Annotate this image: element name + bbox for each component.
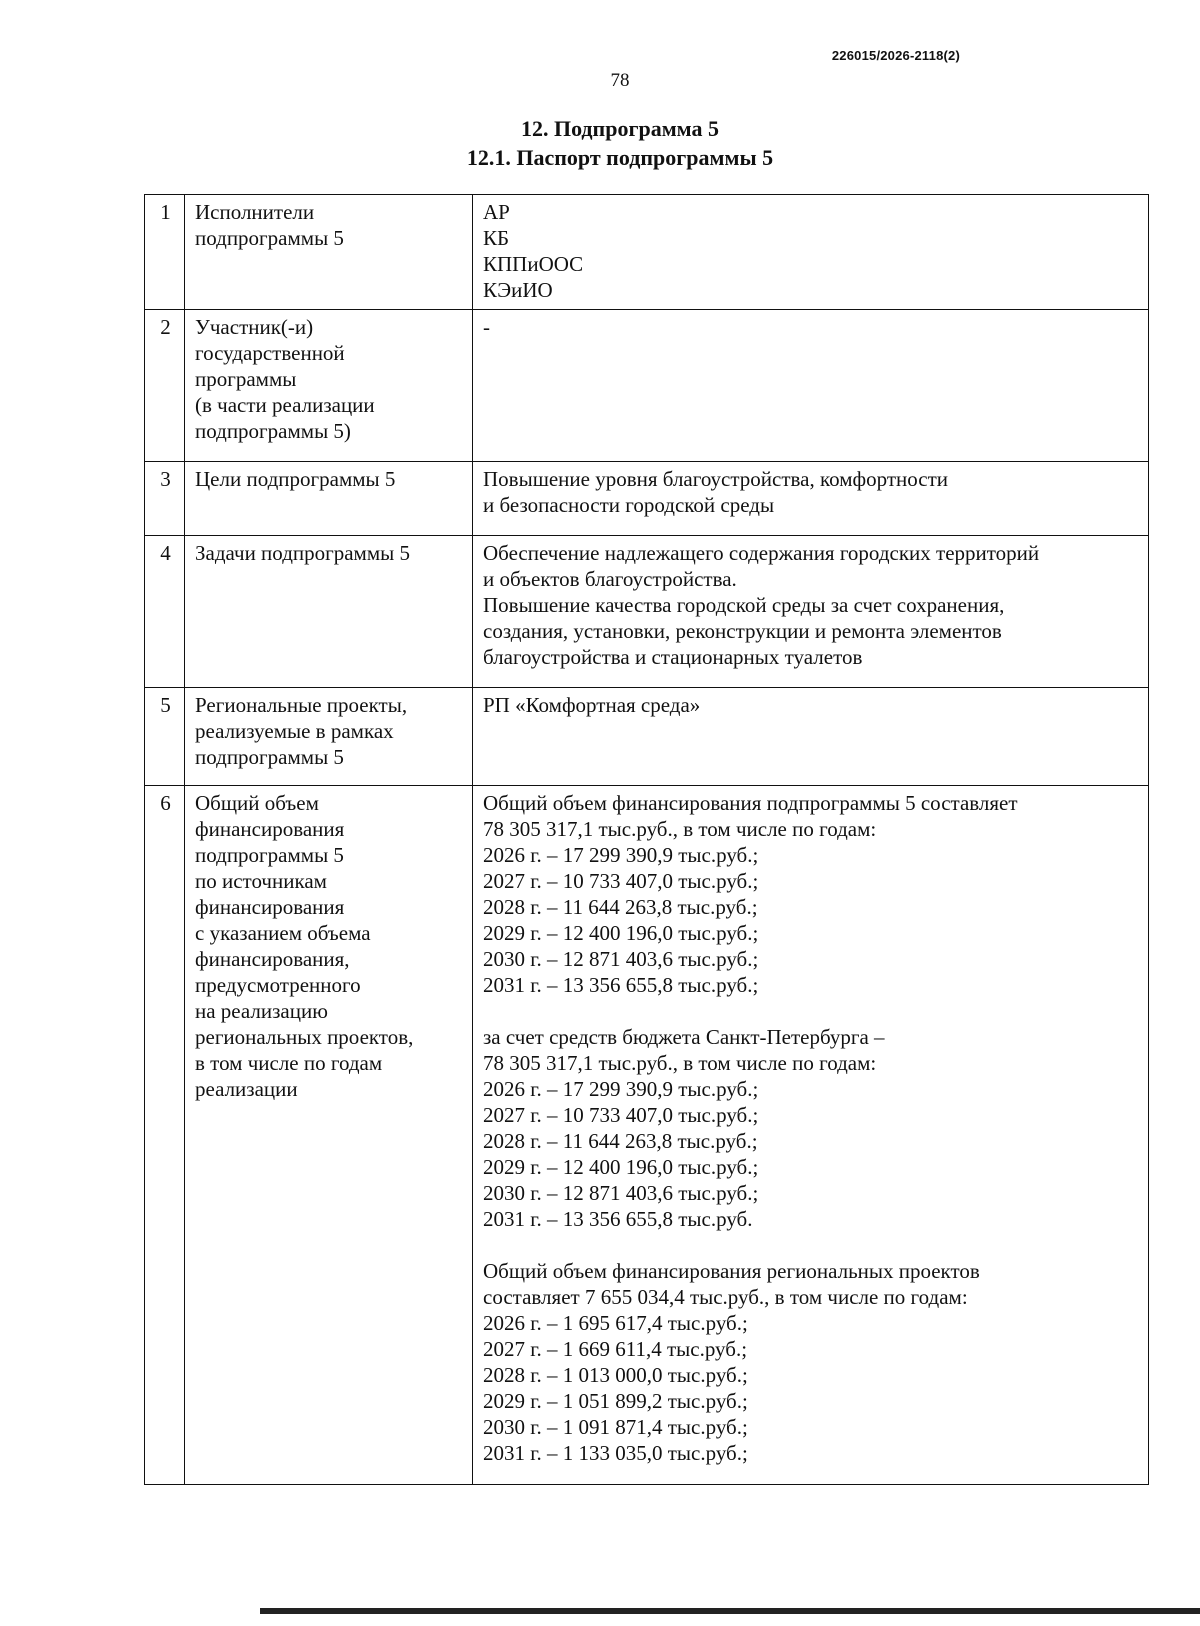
row-value [473,688,1149,786]
value-line: Общий объем финансирования региональных проектов [483,1259,980,1283]
label-line: реализуемые в рамках [195,719,394,743]
row-number: 6 [145,786,185,1485]
label-line: государственной [195,341,345,365]
value-line: 2026 г. – 17 299 390,9 тыс.руб.; [483,843,759,867]
value-line: создания, установки, реконструкции и ремонта элементов [483,619,1002,643]
value-line: 2026 г. – 17 299 390,9 тыс.руб.; [483,1077,759,1101]
label-line: реализации [195,1077,298,1101]
row-label [185,195,473,310]
label-line: предусмотренного [195,973,361,997]
document-registration-number: 226015/2026-2118(2) [831,48,960,63]
value-line: 2031 г. – 13 356 655,8 тыс.руб. [483,1207,753,1231]
value-line: 2026 г. – 1 695 617,4 тыс.руб.; [483,1311,748,1335]
row-number: 2 [145,310,185,462]
label-line: в том числе по годам [195,1051,383,1075]
passport-row-6 [145,786,1149,1485]
passport-row-2 [145,310,1149,462]
value-line: и объектов благоустройства. [483,567,737,591]
subprogram-passport-table [144,194,1149,1485]
value-line: 2029 г. – 12 400 196,0 тыс.руб.; [483,921,759,945]
value-line: 2027 г. – 10 733 407,0 тыс.руб.; [483,1103,759,1127]
section-title: 12. Подпрограмма 5 [520,116,720,141]
value-line: 2029 г. – 12 400 196,0 тыс.руб.; [483,1155,759,1179]
passport-row-1 [145,195,1149,310]
row-label [185,310,473,462]
value-line: Повышение качества городской среды за счет сохранения, [483,593,1005,617]
row-number: 3 [145,462,185,536]
label-line: программы [195,367,297,391]
label-line: подпрограммы 5) [195,419,351,443]
label-line: Исполнители [195,200,315,224]
value-line: КБ [483,226,510,250]
row-label [185,536,473,688]
value-line: Повышение уровня благоустройства, комфортности [483,467,949,491]
row-value [473,195,1149,310]
value-line: АР [483,200,510,224]
passport-row-4 [145,536,1149,688]
value-line: 2031 г. – 13 356 655,8 тыс.руб.; [483,973,759,997]
label-line: Общий объем [195,791,319,815]
label-line: финансирования [195,895,345,919]
value-line: 2028 г. – 1 013 000,0 тыс.руб.; [483,1363,748,1387]
section-subtitle: 12.1. Паспорт подпрограммы 5 [466,145,774,170]
row-number: 5 [145,688,185,786]
value-line: 78 305 317,1 тыс.руб., в том числе по годам: [483,1051,877,1075]
paragraph-gap [483,998,1140,1024]
paragraph-gap [483,1232,1140,1258]
row-value [473,462,1149,536]
label-line: на реализацию [195,999,328,1023]
label-line: подпрограммы 5 [195,843,344,867]
value-line: КЭиИО [483,278,553,302]
row-label [185,786,473,1485]
value-line: составляет 7 655 034,4 тыс.руб., в том числе по годам: [483,1285,968,1309]
row-value [473,310,1149,462]
page-number: 78 [610,70,630,91]
value-line: 2029 г. – 1 051 899,2 тыс.руб.; [483,1389,748,1413]
row-label [185,462,473,536]
label-line: финансирования [195,817,345,841]
value-line: 2027 г. – 1 669 611,4 тыс.руб.; [483,1337,748,1361]
value-line: 78 305 317,1 тыс.руб., в том числе по годам: [483,817,877,841]
passport-row-5 [145,688,1149,786]
label-line: Участник(-и) [195,315,314,339]
value-line: 2030 г. – 1 091 871,4 тыс.руб.; [483,1415,748,1439]
row-label [185,688,473,786]
row-value [473,786,1149,1485]
row-number: 1 [145,195,185,310]
passport-table-body [145,195,1149,1485]
value-line: Общий объем финансирования подпрограммы 5 составляет [483,791,1018,815]
value-line: Обеспечение надлежащего содержания городских территорий [483,541,1040,565]
passport-row-3 [145,462,1149,536]
label-line: с указанием объема [195,921,371,945]
value-line: 2027 г. – 10 733 407,0 тыс.руб.; [483,869,759,893]
label-line: финансирования, [195,947,350,971]
label-line: региональных проектов, [195,1025,414,1049]
label-line: подпрограммы 5 [195,226,344,250]
value-line: РП «Комфортная среда» [483,693,701,717]
value-line: 2028 г. – 11 644 263,8 тыс.руб.; [483,895,758,919]
row-value [473,536,1149,688]
row-number: 4 [145,536,185,688]
value-line: 2030 г. – 12 871 403,6 тыс.руб.; [483,947,759,971]
value-line: - [483,315,490,339]
value-line: за счет средств бюджета Санкт-Петербурга – [483,1025,885,1049]
label-line: по источникам [195,869,327,893]
value-line: 2028 г. – 11 644 263,8 тыс.руб.; [483,1129,758,1153]
label-line: Цели подпрограммы 5 [195,467,396,491]
label-line: Региональные проекты, [195,693,408,717]
value-line: 2030 г. – 12 871 403,6 тыс.руб.; [483,1181,759,1205]
value-line: и безопасности городской среды [483,493,775,517]
label-line: (в части реализации [195,393,375,417]
value-line: благоустройства и стационарных туалетов [483,645,863,669]
value-line: 2031 г. – 1 133 035,0 тыс.руб.; [483,1441,748,1465]
scan-edge-rule [260,1608,1200,1614]
value-line: КППиООС [483,252,584,276]
label-line: Задачи подпрограммы 5 [195,541,410,565]
label-line: подпрограммы 5 [195,745,344,769]
section-heading [0,114,1200,172]
